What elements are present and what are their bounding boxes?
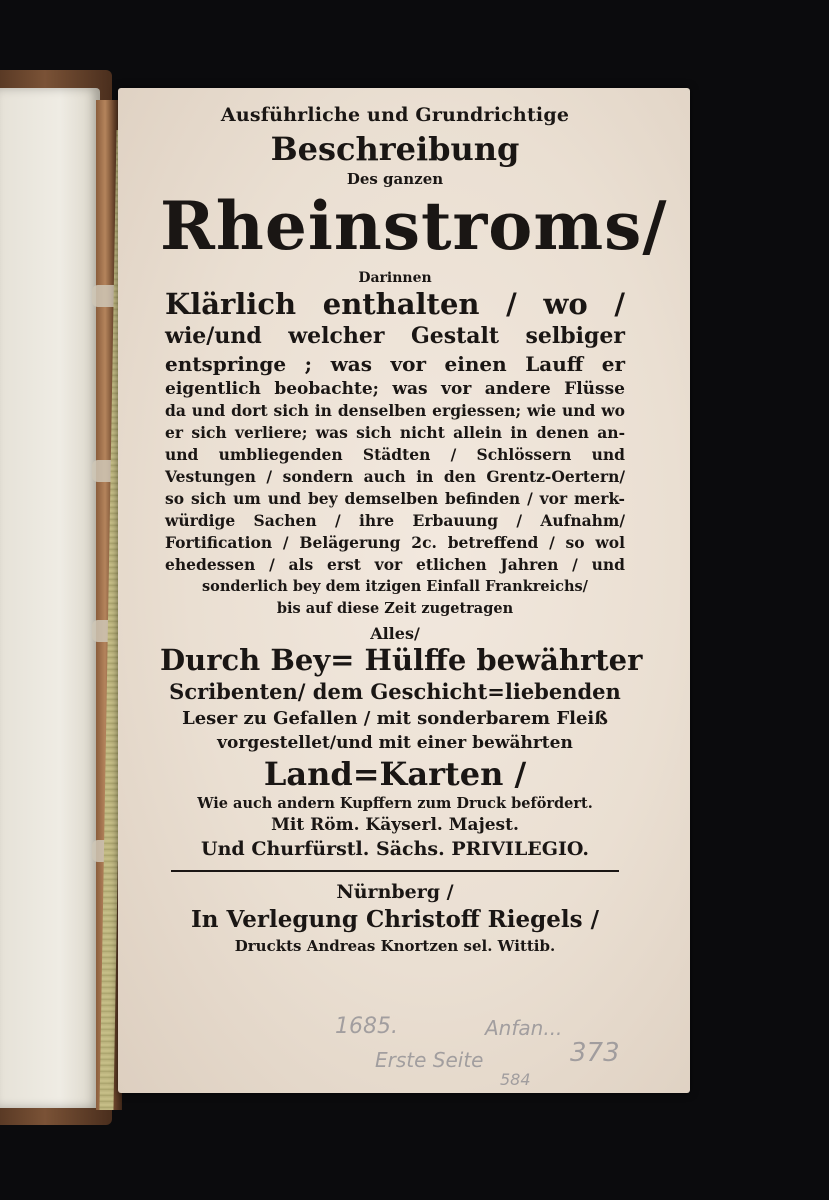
druckts-line: Druckts Andreas Knortzen sel. Wittib. (234, 937, 556, 955)
body-line: Fortification / Belägerung 2c. betreffend / so wol (165, 533, 625, 552)
body-line: wie/und welcher Gestalt selbiger (165, 323, 625, 349)
body-line: eigentlich beobachte; was vor andere Flüsse (165, 379, 625, 399)
body-line: sonderlich bey dem itzigen Einfall Frankreichs/ (202, 578, 588, 595)
scribenten-line: Scribenten/ dem Geschicht=liebenden (169, 679, 621, 704)
durch-line: Durch Bey= Hülffe bewährter (160, 643, 643, 677)
body-line: würdige Sachen / ihre Erbauung / Aufnahm/ (165, 511, 625, 530)
leser-line-2: vorgestellet/und mit einer bewährten (217, 733, 573, 753)
title-line-2: Beschreibung (270, 130, 520, 168)
divider-rule (171, 870, 619, 872)
pencil-note: 373 (570, 1038, 620, 1068)
alles-line: Alles/ (370, 624, 420, 643)
mit-rom-line: Mit Röm. Käyserl. Majest. (271, 815, 519, 835)
pencil-note: 584 (500, 1070, 531, 1089)
body-line: Vestungen / sondern auch in den Grentz-Oertern/ (165, 467, 625, 486)
pencil-annotations (335, 1014, 665, 1094)
body-line: und umbliegenden Städten / Schlössern und (165, 445, 625, 464)
body-line: bis auf diese Zeit zugetragen (276, 600, 514, 617)
nurnberg-line: Nürnberg / (336, 881, 454, 903)
wie-auch-line: Wie auch andern Kupffern zum Druck befördert. (197, 795, 593, 812)
body-line: er sich verliere; was sich nicht allein in denen an- (165, 423, 625, 442)
body-line: da und dort sich in denselben ergiessen; wie und wo (165, 401, 625, 420)
title-line-1: Ausführliche und Grundrichtige (220, 104, 570, 126)
body-line: so sich um und bey demselben befinden / vor merk- (165, 489, 625, 508)
title-page-text (160, 104, 668, 956)
darinnen-line: Darinnen (358, 270, 432, 286)
body-line: entspringe ; was vor einen Lauff er (165, 352, 625, 376)
left-page-edge (0, 88, 100, 1108)
verlegung-line: In Verlegung Christoff Riegels / (191, 906, 599, 933)
landkarten-line: Land=Karten / (263, 755, 527, 793)
pencil-note: Anfan... (485, 1016, 563, 1040)
leser-line-1: Leser zu Gefallen / mit sonderbarem Fleiß (182, 708, 608, 729)
pencil-note: Erste Seite (375, 1048, 484, 1072)
body-line: Klärlich enthalten / wo / (165, 287, 625, 321)
privilegio-line: Und Churfürstl. Sächs. PRIVILEGIO. (201, 838, 589, 860)
main-title: Rheinstroms/ (160, 187, 668, 265)
pencil-note: 1685. (335, 1014, 398, 1039)
title-line-3: Des ganzen (346, 170, 444, 188)
body-line: ehedessen / als erst vor etlichen Jahren / und (165, 555, 625, 574)
